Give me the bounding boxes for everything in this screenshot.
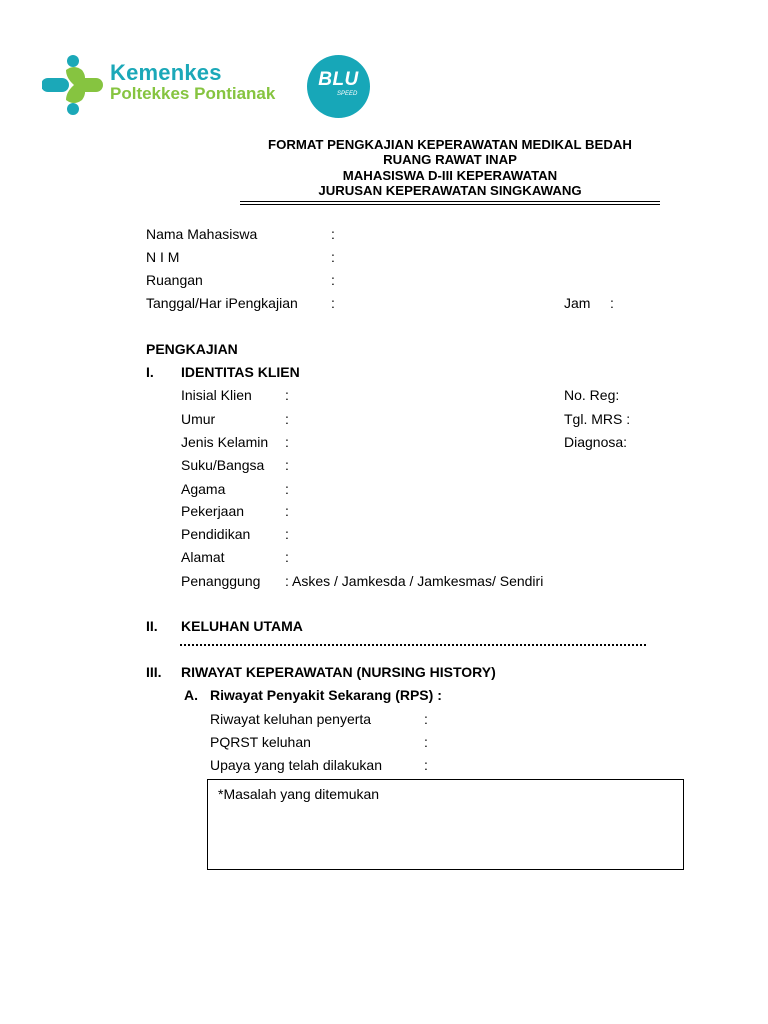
jam-colon: : (610, 295, 614, 311)
field-label-penanggung: Penanggung (181, 573, 261, 589)
field-label-jenis-kelamin: Jenis Kelamin (181, 434, 269, 450)
ruangan-label: Ruangan (146, 272, 203, 288)
rps-item-label-upaya: Upaya yang telah dilakukan (210, 757, 383, 773)
logo-name: Kemenkes (110, 60, 222, 85)
section-2-title: KELUHAN UTAMA (181, 618, 303, 634)
title-line-3: MAHASISWA D-III KEPERAWATAN (342, 168, 558, 183)
subsection-a-number: A. (184, 687, 198, 703)
masalah-label: *Masalah yang ditemukan (218, 786, 380, 802)
kemenkes-logo-icon (42, 54, 106, 116)
title-rule-bottom (240, 204, 660, 205)
rps-item-value-pqrst: : (424, 734, 428, 750)
field-value-pekerjaan: : (285, 503, 289, 519)
field-value-agama: : (285, 481, 289, 497)
subsection-a-title: Riwayat Penyakit Sekarang (RPS) : (210, 687, 442, 703)
nama-mahasiswa-label: Nama Mahasiswa (146, 226, 258, 242)
title-line-1: FORMAT PENGKAJIAN KEPERAWATAN MEDIKAL BEDAH (268, 137, 632, 152)
ruangan-colon: : (331, 272, 335, 288)
field-label-pendidikan: Pendidikan (181, 526, 251, 542)
rps-item-label-pqrst: PQRST keluhan (210, 734, 311, 750)
title-rule-top (240, 201, 660, 202)
keluhan-dotted-line (180, 644, 646, 646)
tgl-mrs-label: Tgl. MRS : (564, 411, 631, 427)
rps-item-value-upaya: : (424, 757, 428, 773)
masalah-box (207, 779, 684, 870)
section-3-title: RIWAYAT KEPERAWATAN (NURSING HISTORY) (181, 664, 496, 680)
field-value-umur: : (285, 411, 289, 427)
title-line-4: JURUSAN KEPERAWATAN SINGKAWANG (318, 183, 582, 198)
section-1-number: I. (146, 364, 154, 380)
logo-subname: Poltekkes Pontianak (110, 84, 276, 103)
diagnosa-label: Diagnosa: (564, 434, 628, 450)
field-value-jenis-kelamin: : (285, 434, 289, 450)
field-label-umur: Umur (181, 411, 216, 427)
field-label-agama: Agama (181, 481, 226, 497)
rps-item-value-keluhan-penyerta: : (424, 711, 428, 727)
tanggal-label: Tanggal/Har iPengkajian (146, 295, 298, 311)
field-label-suku-bangsa: Suku/Bangsa (181, 457, 265, 473)
section-2-number: II. (146, 618, 158, 634)
rps-item-label-keluhan-penyerta: Riwayat keluhan penyerta (210, 711, 372, 727)
blu-logo-text: BLU (318, 69, 359, 90)
field-value-suku-bangsa: : (285, 457, 289, 473)
nim-colon: : (331, 249, 335, 265)
field-value-pendidikan: : (285, 526, 289, 542)
field-value-alamat: : (285, 549, 289, 565)
field-label-alamat: Alamat (181, 549, 225, 565)
field-label-inisial-klien: Inisial Klien (181, 387, 252, 403)
pengkajian-heading: PENGKAJIAN (146, 341, 238, 357)
section-3-number: III. (146, 664, 162, 680)
jam-label: Jam (564, 295, 591, 311)
title-line-2: RUANG RAWAT INAP (383, 152, 517, 167)
nim-label: N I M (146, 249, 180, 265)
no-reg-label: No. Reg: (564, 387, 620, 403)
nama-mahasiswa-colon: : (331, 226, 335, 242)
blu-logo-icon (307, 55, 370, 118)
field-value-penanggung: : Askes / Jamkesda / Jamkesmas/ Sendiri (285, 573, 544, 589)
tanggal-colon: : (331, 295, 335, 311)
field-label-pekerjaan: Pekerjaan (181, 503, 245, 519)
field-value-inisial-klien: : (285, 387, 289, 403)
section-1-title: IDENTITAS KLIEN (181, 364, 300, 380)
blu-logo-subtext: SPEED (337, 91, 358, 97)
